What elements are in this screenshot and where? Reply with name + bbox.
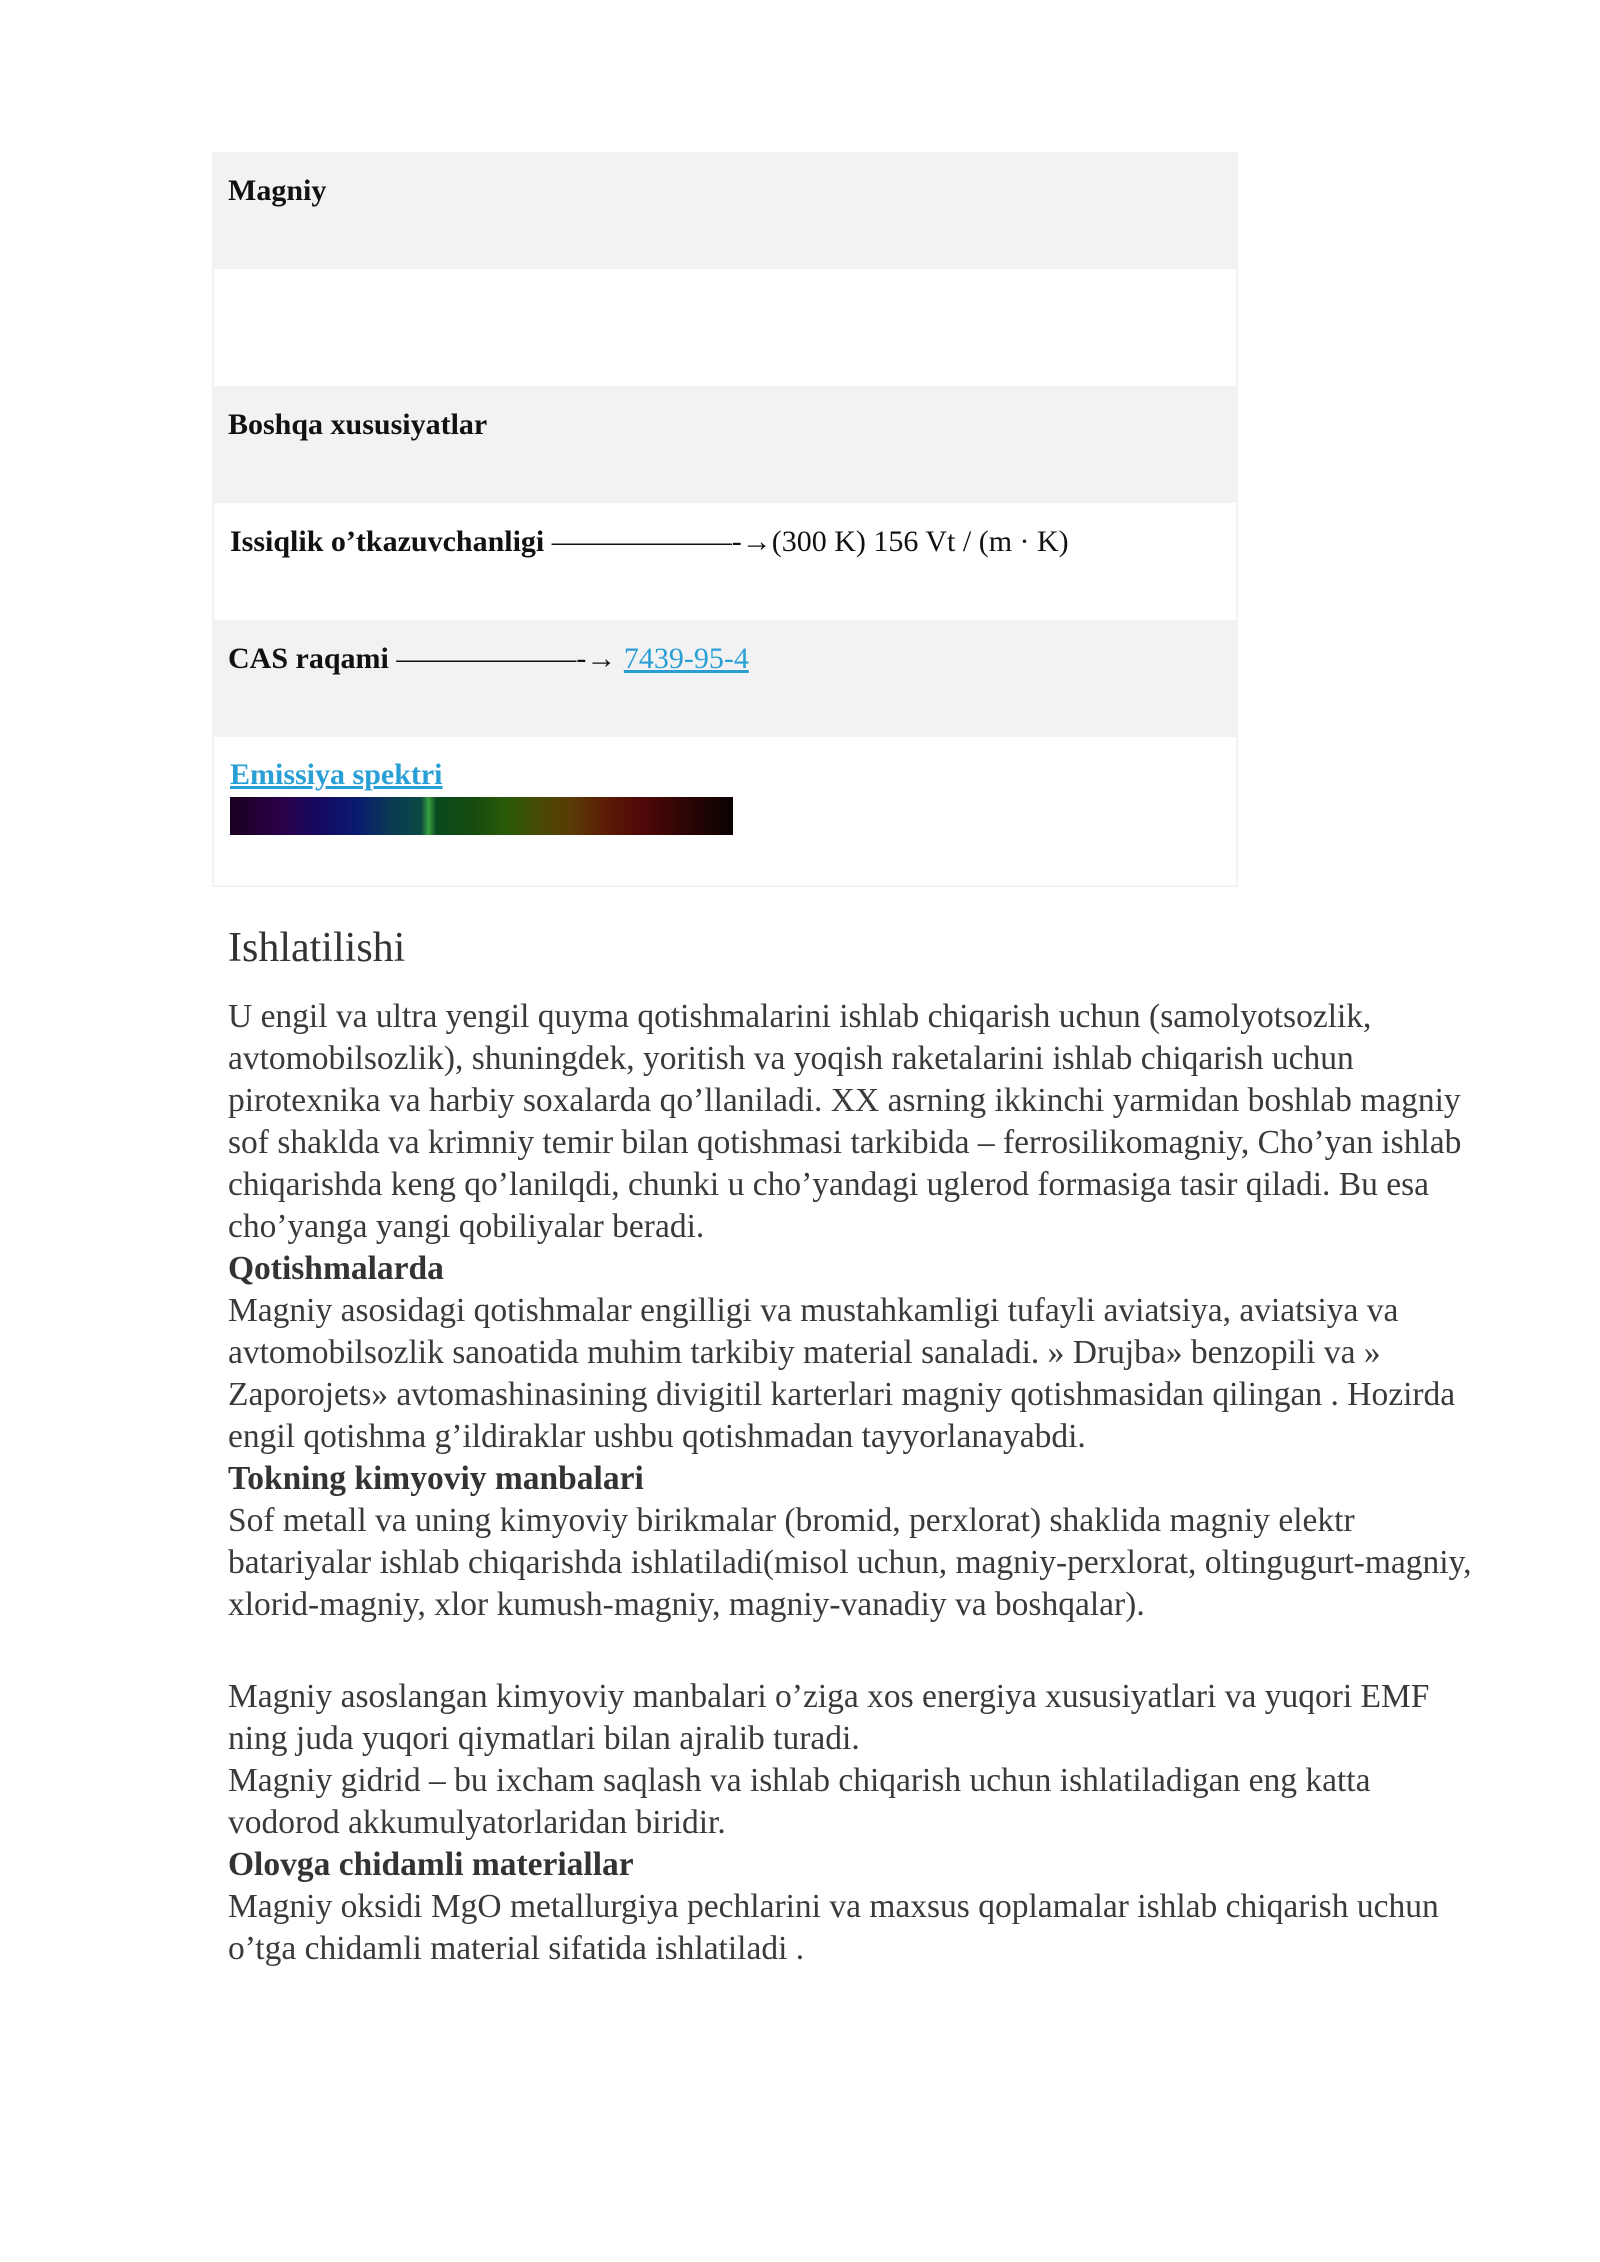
emf-paragraph: Magniy asoslangan kimyoviy manbalari o’ziga xos energiya xususiyatlari va yuqori EMF ning juda yuqori qiymatlari bilan ajralib turadi. xyxy=(228,1678,1430,1757)
cas-number-link[interactable]: 7439-95-4 xyxy=(623,642,749,675)
hydride-paragraph: Magniy gidrid – bu ixcham saqlash va ishlab chiqarish uchun ishlatiladigan eng katta vodorod akkumulyatorlaridan biridir. xyxy=(228,1762,1371,1841)
thermal-arrow: ——————-→ xyxy=(544,525,772,558)
power-sources-paragraph: Sof metall va uning kimyoviy birikmalar (bromid, perxlorat) shaklida magniy elektr batariyalar ishlab chiqarishda ishlatiladi(misol uchun, magniy-perxlorat, oltingugurt-magniy, xlorid-magniy, xlor kumush-magniy, magniy-vanadiy va boshqalar). xyxy=(228,1502,1472,1623)
emission-spectrum-link[interactable]: Emissiya spektri xyxy=(230,758,443,791)
alloys-paragraph: Magniy asosidagi qotishmalar engilligi va mustahkamligi tufayli aviatsiya, aviatsiya va avtomobilsozlik sanoatida muhim tarkibiy material sanaladi. » Drujba» benzopili va » Zaporojets» avtomashinasining divigitil karterlari magniy qotishmasidan qilingan . Hozirda engil qotishma g’ildiraklar ushbu qotishmadan tayyorlanayabdi. xyxy=(228,1292,1456,1455)
thermal-value: (300 K) 156 Vt / (m · K) xyxy=(771,525,1069,558)
subheading-power-sources: Tokning kimyoviy manbalari xyxy=(228,1460,644,1497)
refractory-paragraph: Magniy oksidi MgO metallurgiya pechlarini va maxsus qoplamalar ishlab chiqarish uchun o’tga chidamli material sifatida ishlatiladi . xyxy=(228,1888,1439,1967)
intro-paragraph: U engil va ultra yengil quyma qotishmalarini ishlab chiqarish uchun (samolyotsozlik, avtomobilsozlik), shuningdek, yoritish va yoqish raketalarini ishlab chiqarish uchun pirotexnika va harbiy soxalarda qo’llaniladi. XX asrning ikkinchi yarmidan boshlab magniy sof shaklda va krimniy temir bilan qotishmasi tarkibida – ferrosilikomagniy, Cho’yan ishlab chiqarishda keng qo’lanilqdi, chunki u cho’yandagi uglerod formasiga tasir qiladi. Bu esa cho’yanga yangi qobiliyalar beradi. xyxy=(228,998,1462,1245)
cas-arrow: ——————-→ xyxy=(388,642,624,675)
article-content xyxy=(228,922,1488,1970)
subheading-refractory: Olovga chidamli materiallar xyxy=(228,1846,634,1883)
infobox-section-header: Boshqa xususiyatlar xyxy=(228,408,488,441)
section-heading: Ishlatilishi xyxy=(228,925,406,971)
infobox-image-row xyxy=(212,269,1238,386)
infobox-thermal-row xyxy=(212,503,1238,620)
thermal-label: Issiqlik o’tkazuvchanligi xyxy=(230,525,545,558)
infobox-spectrum-row xyxy=(212,737,1238,887)
infobox-cas-row xyxy=(212,620,1238,737)
emission-spectrum-image xyxy=(230,797,733,835)
paragraph-gap xyxy=(228,1626,1488,1676)
infobox-title: Magniy xyxy=(228,174,327,207)
infobox-title-row xyxy=(212,152,1238,269)
infobox-section-row xyxy=(212,386,1238,503)
infobox xyxy=(212,152,1238,887)
subheading-alloys: Qotishmalarda xyxy=(228,1250,444,1287)
cas-label: CAS raqami xyxy=(228,642,389,675)
